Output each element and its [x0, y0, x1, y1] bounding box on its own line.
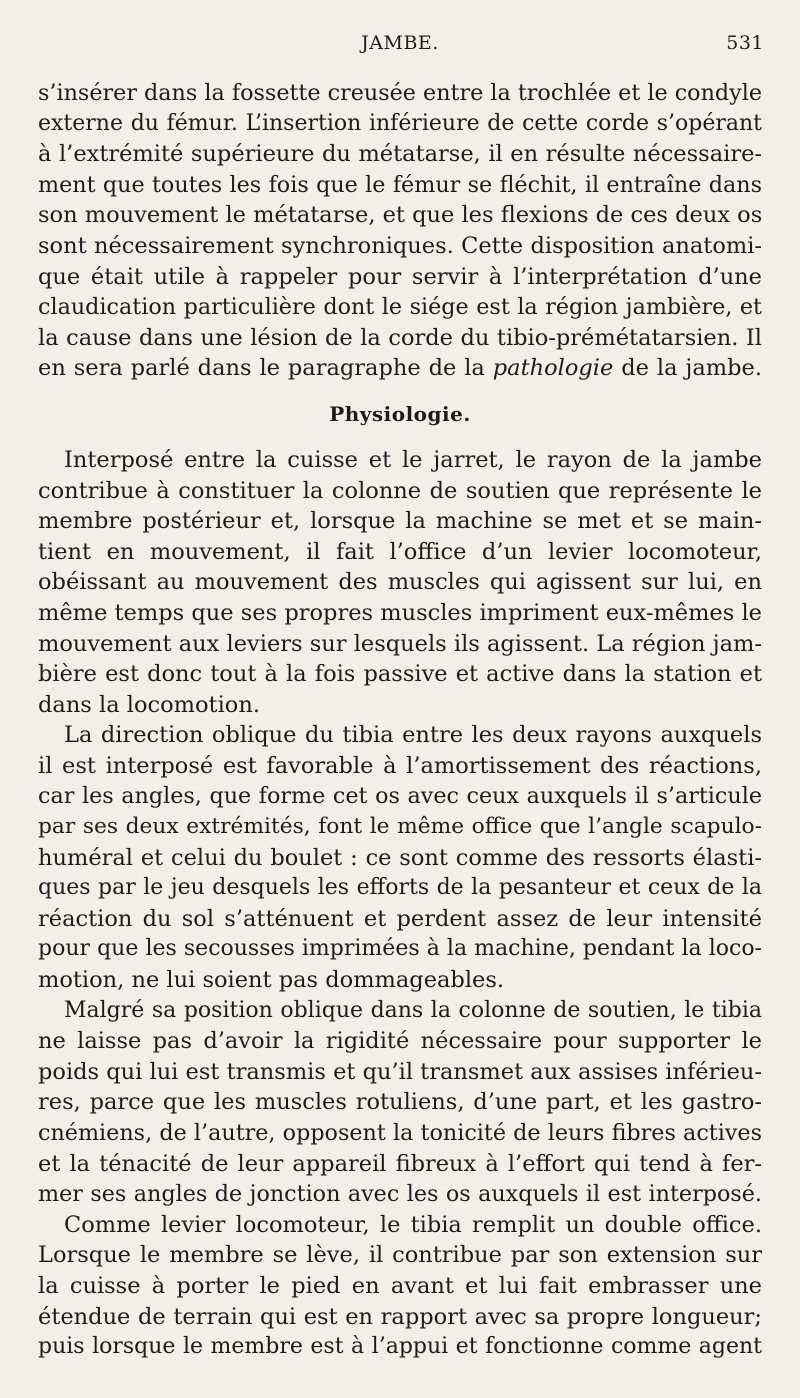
- text-line: membre postérieur et, lorsque la machine se met et se main-: [38, 508, 762, 535]
- section-heading: Physiologie.: [329, 401, 471, 426]
- text-line: il est interposé est favorable à l’amortissement des réactions,: [38, 752, 762, 779]
- paragraph: [38, 720, 762, 995]
- text-line: res, parce que les muscles rotuliens, d’une part, et les gastro-: [38, 1089, 762, 1116]
- text-line: à l’extrémité supérieure du métatarse, il en résulte nécessaire-: [38, 141, 762, 168]
- text-line: huméral et celui du boulet : ce sont comme des ressorts élasti-: [38, 844, 762, 871]
- text-line: réaction du sol s’atténuent et perdent assez de leur intensité: [38, 905, 762, 932]
- text-line: la cause dans une lésion de la corde du tibio-prémétatarsien. Il: [38, 324, 762, 351]
- italic-term: pathologie: [492, 355, 614, 382]
- paragraph: [38, 78, 762, 384]
- text-line: étendue de terrain qui est en rapport avec sa propre longueur;: [38, 1303, 762, 1330]
- text-line: s’insérer dans la fossette creusée entre la trochlée et le condyle: [38, 80, 762, 106]
- text-line: [38, 353, 762, 384]
- text-line: motion, ne lui soient pas dommageables.: [38, 967, 505, 994]
- text-line: mouvement aux leviers sur lesquels ils agissent. La région jam-: [38, 630, 762, 657]
- text-line: ne laisse pas d’avoir la rigidité nécessaire pour supporter le: [38, 1028, 762, 1055]
- text-line: mer ses angles de jonction avec les os auxquels il est interposé.: [38, 1181, 762, 1208]
- text-line: ment que toutes les fois que le fémur se fléchit, il entraîne dans: [38, 171, 762, 198]
- text-line: La direction oblique du tibia entre les deux rayons auxquels: [64, 722, 762, 749]
- text-line: sont nécessairement synchroniques. Cette disposition anatomi-: [38, 232, 762, 259]
- text-line: tient en mouvement, il fait l’office d’un levier locomoteur,: [38, 538, 762, 565]
- text-segment: de la jambe.: [621, 355, 762, 382]
- text-line: cnémiens, de l’autre, opposent la tonicité de leurs fibres actives: [38, 1120, 762, 1146]
- running-header: [36, 32, 764, 62]
- text-line: claudication particulière dont le siége est la région jambière, et: [38, 294, 762, 321]
- text-line: son mouvement le métatarse, et que les flexions de ces deux os: [38, 202, 763, 229]
- paragraph: [38, 996, 762, 1210]
- text-line: pour que les secousses imprimées à la machine, pendant la loco-: [38, 936, 762, 962]
- body-text: [38, 78, 762, 1363]
- text-line: dans la locomotion.: [38, 691, 260, 718]
- text-line: Lorsque le membre se lève, il contribue par son extension sur: [38, 1242, 762, 1269]
- text-line: obéissant au mouvement des muscles qui agissent sur lui, en: [38, 569, 762, 596]
- text-line: externe du fémur. L’insertion inférieure de cette corde s’opérant: [38, 110, 762, 136]
- text-line: Malgré sa position oblique dans la colonne de soutien, le tibia: [64, 997, 762, 1023]
- text-line: par ses deux extrémités, font le même office que l’angle scapulo-: [38, 814, 762, 840]
- text-line: car les angles, que forme cet os avec ceux auxquels il s’articule: [38, 783, 762, 810]
- text-line: Comme levier locomoteur, le tibia remplit un double office.: [64, 1211, 762, 1238]
- paragraph: [38, 445, 762, 720]
- text-line: que était utile à rappeler pour servir à l’interprétation d’une: [38, 263, 762, 290]
- text-line: et la ténacité de leur appareil fibreux à l’effort qui tend à fer-: [38, 1150, 762, 1177]
- text-line: contribue à constituer la colonne de soutien que représente le: [38, 477, 762, 504]
- text-segment: en sera parlé dans le paragraphe de la: [38, 355, 485, 382]
- text-line: même temps que ses propres muscles impriment eux-mêmes le: [38, 599, 762, 626]
- text-line: Interposé entre la cuisse et le jarret, le rayon de la jambe: [64, 446, 762, 473]
- text-line: puis lorsque le membre est à l’appui et fonctionne comme agent: [38, 1334, 762, 1360]
- paragraph: [38, 1210, 762, 1363]
- text-line: poids qui lui est transmis et qu’il transmet aux assises inférieu-: [38, 1058, 762, 1085]
- text-line: la cuisse à porter le pied en avant et lui fait embrasser une: [38, 1272, 762, 1299]
- text-line: bière est donc tout à la fois passive et active dans la station et: [38, 661, 762, 688]
- text-line: ques par le jeu desquels les efforts de la pesanteur et ceux de la: [38, 875, 762, 901]
- page-number: 531: [726, 32, 764, 54]
- running-title: JAMBE.: [361, 32, 439, 54]
